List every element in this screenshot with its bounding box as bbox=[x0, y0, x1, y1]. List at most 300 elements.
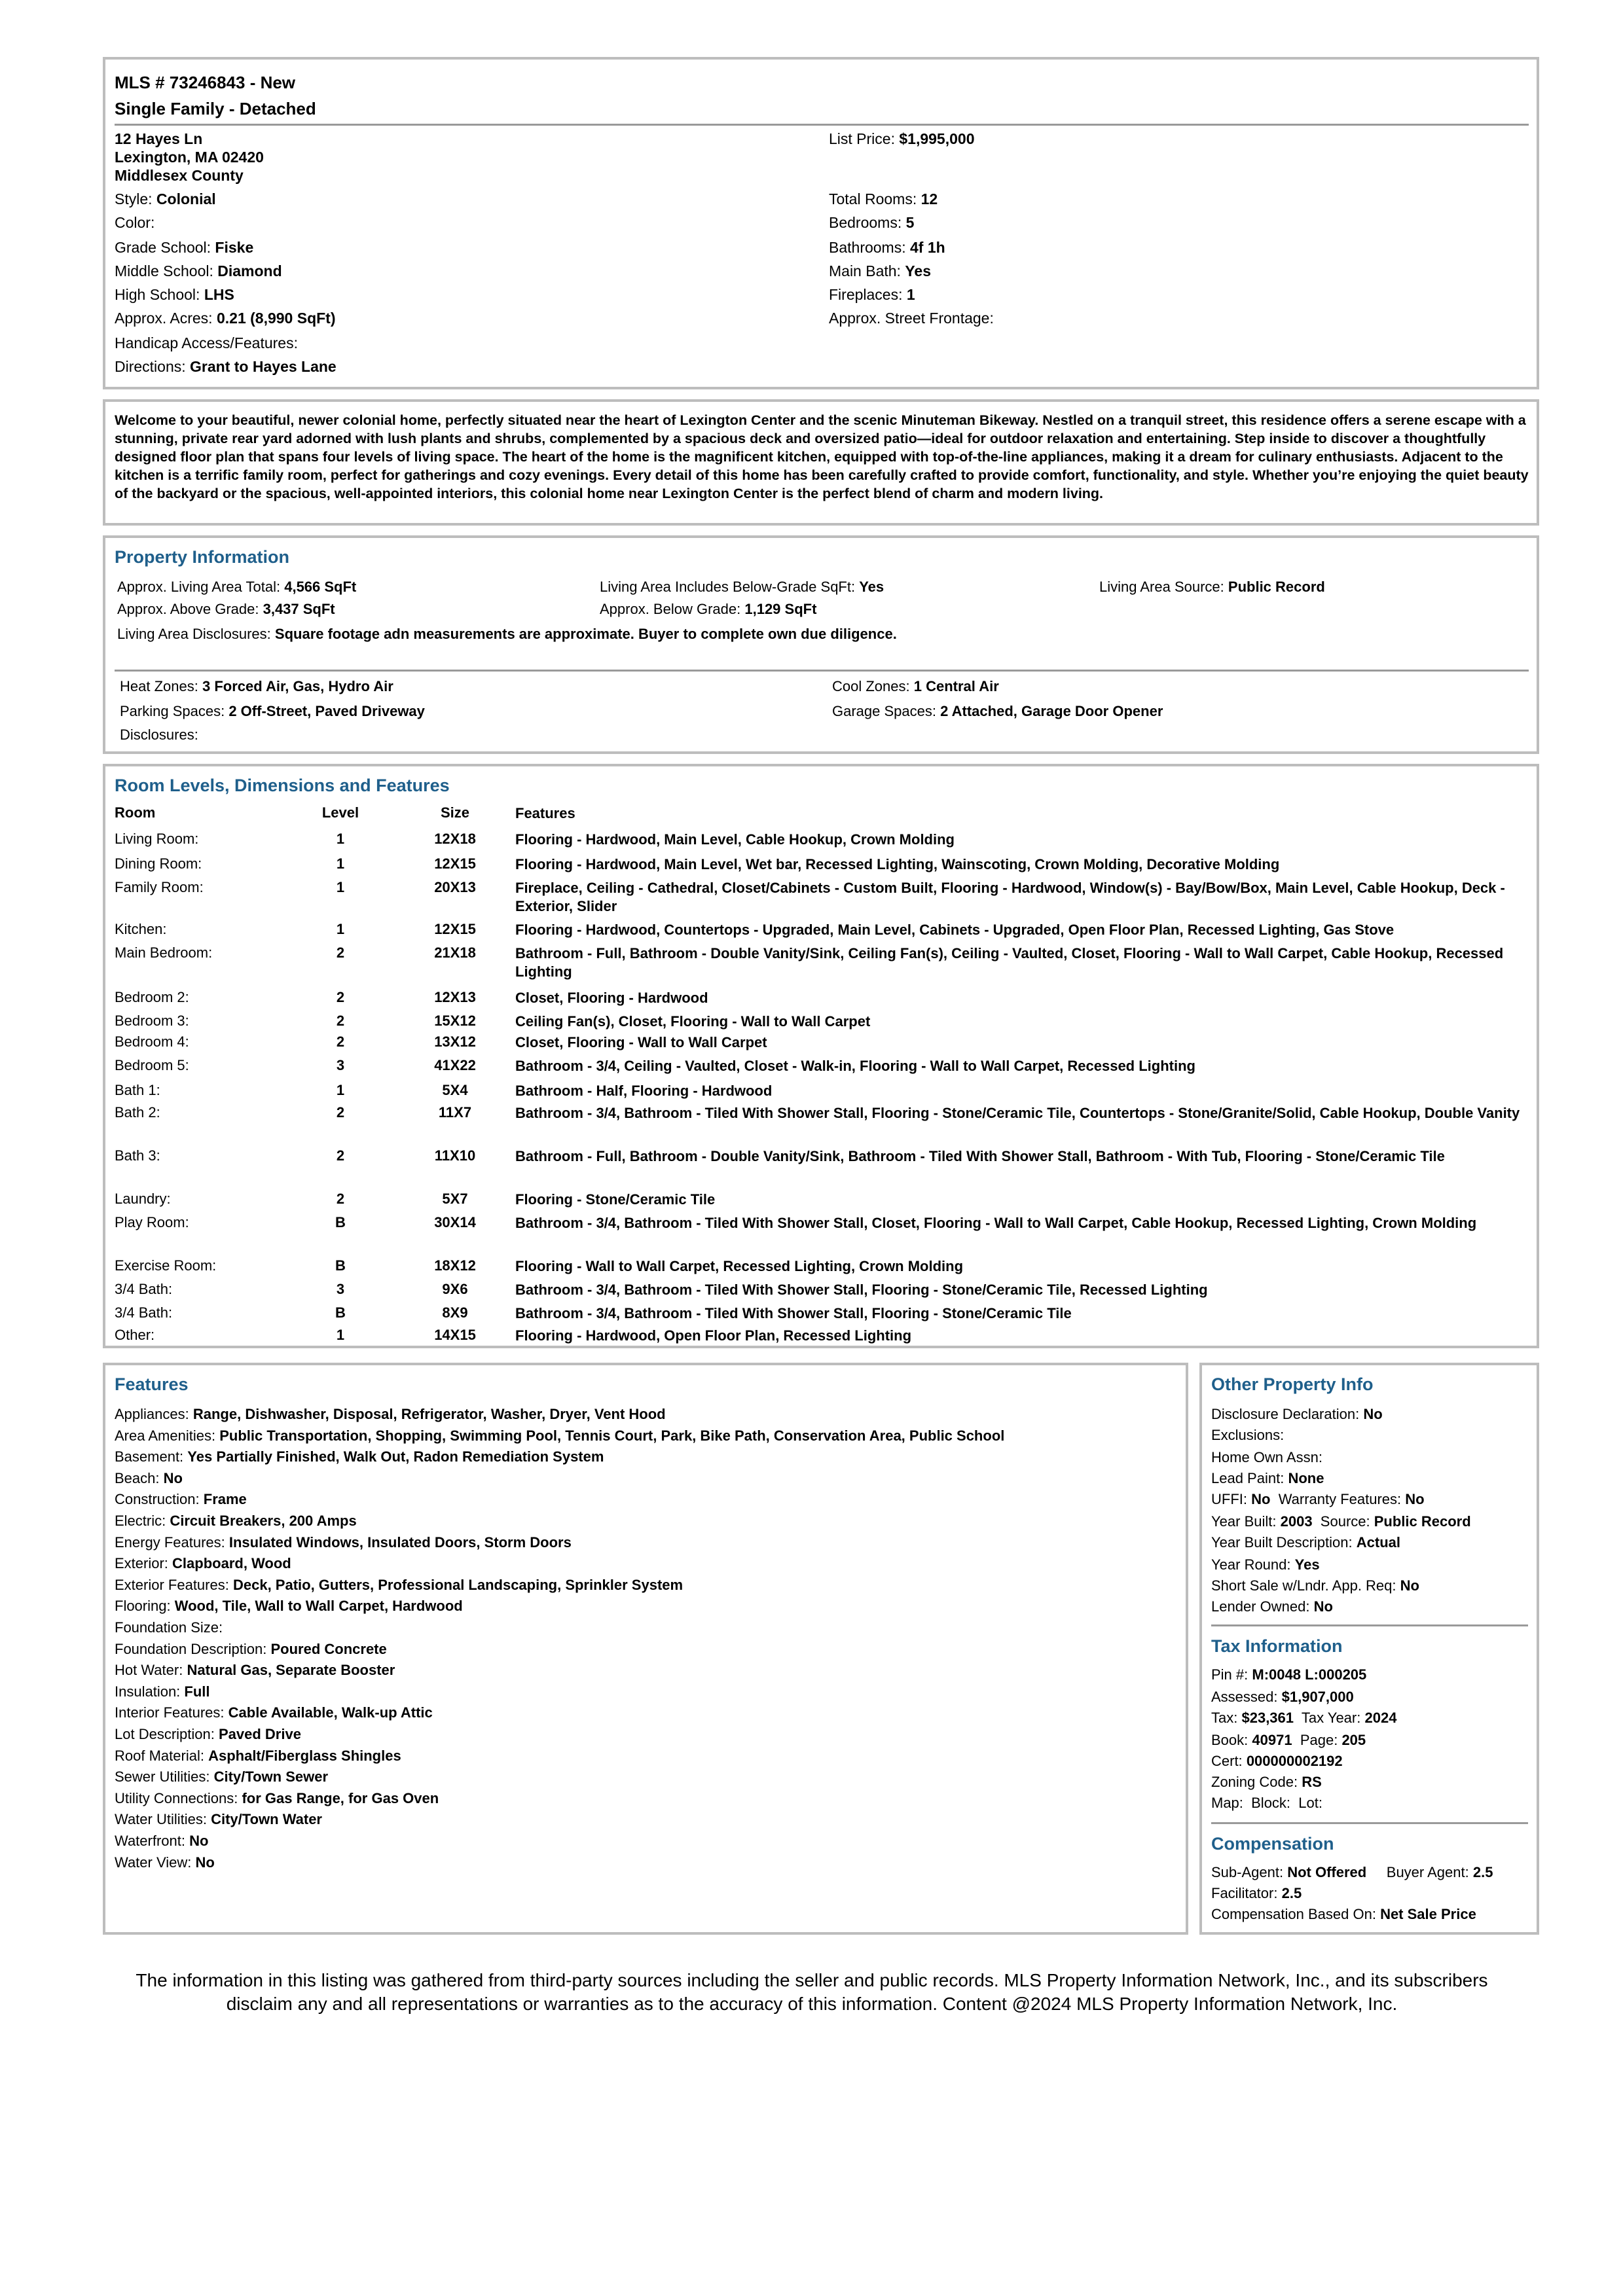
field-label: Facilitator: bbox=[1211, 1885, 1278, 1901]
field-label: Beach: bbox=[115, 1469, 160, 1486]
compensation-section-title: Compensation bbox=[1211, 1834, 1334, 1854]
field-value: Yes bbox=[1294, 1556, 1320, 1573]
field-value: Diamond bbox=[217, 262, 282, 279]
room-features: Flooring - Hardwood, Main Level, Cable Hookup, Crown Molding bbox=[515, 831, 955, 848]
room-name: 3/4 Bath: bbox=[115, 1304, 173, 1321]
header-field bbox=[115, 358, 337, 376]
field-label: Approx. Street Frontage: bbox=[829, 310, 994, 327]
section-title: Other Property Info bbox=[1211, 1374, 1374, 1394]
address-city: Lexington, MA 02420 bbox=[115, 149, 264, 166]
heat-zones bbox=[120, 678, 393, 695]
disclosure-declaration bbox=[1211, 1406, 1383, 1423]
field-label: Tax: bbox=[1211, 1710, 1238, 1726]
tax-section-title: Tax Information bbox=[1211, 1636, 1343, 1656]
field-label: Approx. Below Grade: bbox=[600, 601, 741, 617]
other-property-info-section bbox=[1199, 1363, 1539, 1935]
field-label: Directions: bbox=[115, 358, 186, 375]
feature-item bbox=[115, 1491, 247, 1508]
room-level: 2 bbox=[336, 1147, 345, 1164]
field-label: Disclosures: bbox=[120, 726, 198, 743]
uffi-warranty bbox=[1211, 1491, 1425, 1508]
field-label: Living Area Disclosures: bbox=[117, 626, 271, 642]
room-size: 11X7 bbox=[438, 1104, 472, 1121]
field-value: Asphalt/Fiberglass Shingles bbox=[208, 1747, 401, 1764]
field-value: Range, Dishwasher, Disposal, Refrigerator, Washer, Dryer, Vent Hood bbox=[192, 1406, 666, 1422]
field-value: RS bbox=[1302, 1774, 1322, 1790]
living-area-disclosures bbox=[117, 626, 897, 643]
field-value: No bbox=[1313, 1598, 1333, 1615]
column-header-level: Level bbox=[321, 804, 359, 821]
field-label: Exterior: bbox=[115, 1555, 168, 1572]
field-value: 1,129 SqFt bbox=[744, 601, 817, 617]
feature-item bbox=[115, 1577, 683, 1594]
room-level: 1 bbox=[336, 1327, 345, 1343]
field-label: Approx. Above Grade: bbox=[117, 601, 259, 617]
field-label: Compensation Based On: bbox=[1211, 1906, 1376, 1922]
feature-item bbox=[115, 1555, 291, 1572]
room-size: 5X7 bbox=[442, 1191, 468, 1207]
feature-item bbox=[115, 1811, 322, 1828]
feature-item bbox=[115, 1683, 210, 1700]
field-value: Public Transportation, Shopping, Swimming Pool, Tennis Court, Park, Bike Path, Conservation Area, Public School bbox=[219, 1427, 1005, 1444]
room-level: 1 bbox=[336, 855, 345, 872]
disclosures bbox=[120, 726, 198, 744]
field-value: $23,361 bbox=[1241, 1710, 1294, 1726]
field-value: 2024 bbox=[1364, 1710, 1397, 1726]
field-label: Waterfront: bbox=[115, 1833, 185, 1849]
below-grade-included bbox=[600, 579, 884, 596]
room-name: Play Room: bbox=[115, 1214, 189, 1230]
field-value: 4,566 SqFt bbox=[284, 579, 357, 595]
book-page bbox=[1211, 1732, 1366, 1749]
feature-item bbox=[115, 1641, 387, 1658]
field-value: Public Record bbox=[1374, 1513, 1471, 1530]
lead-paint bbox=[1211, 1470, 1324, 1487]
field-label: Assessed: bbox=[1211, 1689, 1278, 1705]
room-name: Bedroom 2: bbox=[115, 989, 189, 1005]
cool-zones bbox=[832, 678, 999, 695]
field-label: Hot Water: bbox=[115, 1662, 183, 1679]
room-features: Flooring - Hardwood, Main Level, Wet bar, Recessed Lighting, Wainscoting, Crown Molding, Decorative Molding bbox=[515, 856, 1280, 872]
address-street: 12 Hayes Ln bbox=[115, 130, 203, 147]
field-label: Bedrooms: bbox=[829, 214, 902, 231]
field-label: Cool Zones: bbox=[832, 678, 910, 694]
field-label: Cert: bbox=[1211, 1753, 1243, 1769]
room-features: Bathroom - 3/4, Bathroom - Tiled With Shower Stall, Flooring - Stone/Ceramic Tile bbox=[515, 1305, 1072, 1321]
room-level: B bbox=[335, 1304, 346, 1321]
short-sale bbox=[1211, 1577, 1419, 1594]
field-value: City/Town Water bbox=[211, 1811, 322, 1828]
header-divider bbox=[115, 124, 1529, 126]
room-size: 14X15 bbox=[434, 1327, 476, 1343]
field-value: Net Sale Price bbox=[1380, 1906, 1476, 1922]
field-label: Middle School: bbox=[115, 262, 213, 279]
field-value: No bbox=[163, 1469, 183, 1486]
field-value: Actual bbox=[1356, 1534, 1401, 1551]
header-field bbox=[115, 239, 253, 257]
column-header-features: Features bbox=[515, 805, 575, 821]
room-size: 12X15 bbox=[434, 921, 476, 937]
feature-item bbox=[115, 1406, 666, 1423]
field-label: Fireplaces: bbox=[829, 286, 903, 303]
field-value: No bbox=[1251, 1491, 1271, 1507]
field-value: $1,907,000 bbox=[1281, 1689, 1354, 1705]
field-value: 2.5 bbox=[1281, 1885, 1302, 1901]
room-name: Bedroom 3: bbox=[115, 1013, 189, 1029]
room-features: Bathroom - Half, Flooring - Hardwood bbox=[515, 1083, 773, 1099]
room-level: 1 bbox=[336, 879, 345, 895]
mls-number: MLS # 73246843 - New bbox=[115, 73, 296, 92]
field-label: Living Area Includes Below-Grade SqFt: bbox=[600, 579, 856, 595]
room-size: 18X12 bbox=[434, 1257, 476, 1274]
room-level: 1 bbox=[336, 1082, 345, 1098]
field-value: Poured Concrete bbox=[270, 1640, 387, 1657]
feature-item bbox=[115, 1619, 223, 1636]
field-value: Not Offered bbox=[1287, 1864, 1367, 1880]
room-name: 3/4 Bath: bbox=[115, 1281, 173, 1297]
field-label: Source: bbox=[1320, 1513, 1370, 1530]
room-features: Flooring - Hardwood, Countertops - Upgraded, Main Level, Cabinets - Upgraded, Open Floor Plan, Recessed Lighting, Gas Stove bbox=[515, 922, 1395, 938]
sub-agent bbox=[1211, 1864, 1493, 1881]
room-name: Family Room: bbox=[115, 879, 204, 895]
field-value: 2 Off-Street, Paved Driveway bbox=[228, 703, 425, 719]
field-label: Water View: bbox=[115, 1854, 192, 1871]
field-value: M:0048 L:000205 bbox=[1252, 1666, 1367, 1683]
field-label: Home Own Assn: bbox=[1211, 1449, 1322, 1465]
public-remarks: Welcome to your beautiful, newer colonial home, perfectly situated near the heart of Lexington Center and the scenic Minuteman Bikeway. Nestled on a tranquil street, this residence offers a serene escape with a stunning, private rear yard adorned with lush plants and shrubs, complemented by a spacious deck and oversized patio—ideal for outdoor relaxation and entertaining. Step inside to discover a thoughtfully designed floor plan that spans four levels of living space. The heart of the home is the magnificent kitchen, equipped with top-of-the-line appliances, making it a dream for culinary enthusiasts. Adjacent to the kitchen is a terrific family room, perfect for gatherings and cozy evenings. Every detail of this home has been carefully crafted to provide comfort, functionality, and style. Whether you’re enjoying the quiet beauty of the backyard or the spacious, well-appointed interiors, this colonial home near Lexington Center is the perfect blend of charm and modern living. bbox=[115, 412, 1529, 501]
assessed-value bbox=[1211, 1689, 1354, 1706]
feature-item bbox=[115, 1427, 1004, 1444]
header-field bbox=[115, 262, 282, 280]
room-features: Bathroom - Full, Bathroom - Double Vanity/Sink, Bathroom - Tiled With Shower Stall, Bathroom - With Tub, Flooring - Stone/Ceramic Tile bbox=[515, 1148, 1445, 1164]
field-value: Fiske bbox=[215, 239, 254, 256]
room-features: Fireplace, Ceiling - Cathedral, Closet/Cabinets - Custom Built, Flooring - Hardwood, Window(s) - Bay/Bow/Box, Main Level, Cable Hookup, Deck - Exterior, Slider bbox=[515, 880, 1505, 914]
field-value: Deck, Patio, Gutters, Professional Landscaping, Sprinkler System bbox=[232, 1576, 684, 1593]
garage-spaces bbox=[832, 703, 1163, 720]
field-label: Electric: bbox=[115, 1513, 166, 1529]
field-label: Tax Year: bbox=[1301, 1710, 1361, 1726]
field-value: Square footage adn measurements are approximate. Buyer to complete own due diligence. bbox=[274, 626, 897, 642]
room-size: 13X12 bbox=[434, 1033, 476, 1050]
field-label: Insulation: bbox=[115, 1683, 181, 1700]
field-value: LHS bbox=[204, 286, 234, 303]
field-label: Roof Material: bbox=[115, 1747, 204, 1764]
field-label: Foundation Description: bbox=[115, 1640, 267, 1657]
column-header-size: Size bbox=[440, 804, 470, 821]
header-field bbox=[829, 310, 994, 327]
property-type: Single Family - Detached bbox=[115, 99, 316, 118]
room-size: 20X13 bbox=[434, 879, 476, 895]
room-name: Main Bedroom: bbox=[115, 944, 213, 961]
room-features: Flooring - Stone/Ceramic Tile bbox=[515, 1191, 716, 1208]
room-features: Bathroom - 3/4, Bathroom - Tiled With Shower Stall, Closet, Flooring - Wall to Wall Carpet, Cable Hookup, Recessed Lighting, Crown Molding bbox=[515, 1215, 1477, 1231]
field-label: Construction: bbox=[115, 1491, 200, 1508]
field-value: Circuit Breakers, 200 Amps bbox=[170, 1513, 357, 1529]
field-label: Style: bbox=[115, 190, 153, 207]
room-size: 21X18 bbox=[434, 944, 476, 961]
field-value: Colonial bbox=[156, 190, 216, 207]
field-value: 1 bbox=[906, 286, 915, 303]
room-name: Bedroom 5: bbox=[115, 1057, 189, 1073]
section-title: Property Information bbox=[115, 547, 290, 567]
disclaimer-footer: The information in this listing was gathered from third-party sources including the seller and public records. MLS Property Information Network, Inc., and its subscribers disclaim any and all representations or warranties as to the accuracy of this information. Content @2024 MLS Property Information Network, Inc. bbox=[136, 1970, 1488, 2014]
field-label: Basement: bbox=[115, 1448, 184, 1465]
room-features: Bathroom - 3/4, Ceiling - Vaulted, Closet - Walk-in, Flooring - Wall to Wall Carpet, Recessed Lighting bbox=[515, 1058, 1195, 1074]
year-built-description bbox=[1211, 1534, 1400, 1551]
field-label: Area Amenities: bbox=[115, 1427, 216, 1444]
field-value: 2.5 bbox=[1472, 1864, 1493, 1880]
exclusions bbox=[1211, 1427, 1284, 1444]
year-round bbox=[1211, 1556, 1320, 1573]
room-size: 30X14 bbox=[434, 1214, 476, 1230]
feature-item bbox=[115, 1833, 208, 1850]
address-county: Middlesex County bbox=[115, 167, 244, 184]
room-level: B bbox=[335, 1257, 346, 1274]
room-name: Dining Room: bbox=[115, 855, 202, 872]
field-value: 4f 1h bbox=[910, 239, 945, 256]
field-value: Yes bbox=[905, 262, 931, 279]
feature-item bbox=[115, 1768, 328, 1785]
room-level: 3 bbox=[336, 1281, 345, 1297]
field-value: Insulated Windows, Insulated Doors, Storm Doors bbox=[228, 1534, 572, 1551]
property-information-section bbox=[103, 535, 1539, 754]
listing-header-section bbox=[103, 57, 1539, 389]
header-field bbox=[115, 214, 155, 232]
zoning-code bbox=[1211, 1774, 1322, 1791]
room-features: Flooring - Hardwood, Open Floor Plan, Recessed Lighting bbox=[515, 1327, 912, 1344]
feature-item bbox=[115, 1726, 301, 1743]
feature-item bbox=[115, 1854, 215, 1871]
room-level: 2 bbox=[336, 1033, 345, 1050]
room-features: Ceiling Fan(s), Closet, Flooring - Wall to Wall Carpet bbox=[515, 1013, 871, 1030]
header-field bbox=[829, 239, 945, 257]
field-value: 2 Attached, Garage Door Opener bbox=[940, 703, 1163, 719]
field-value: No bbox=[189, 1833, 209, 1849]
field-label: Foundation Size: bbox=[115, 1619, 223, 1636]
field-value: Wood, Tile, Wall to Wall Carpet, Hardwood bbox=[174, 1598, 463, 1615]
field-value: 2003 bbox=[1280, 1513, 1313, 1530]
field-label: Approx. Acres: bbox=[115, 310, 213, 327]
header-field bbox=[829, 214, 914, 232]
room-name: Bedroom 4: bbox=[115, 1033, 189, 1050]
below-grade bbox=[600, 601, 816, 618]
room-features: Closet, Flooring - Hardwood bbox=[515, 990, 708, 1006]
section-title: Room Levels, Dimensions and Features bbox=[115, 776, 450, 795]
field-value: No bbox=[1405, 1491, 1425, 1507]
field-label: Year Round: bbox=[1211, 1556, 1291, 1573]
cert-number bbox=[1211, 1753, 1343, 1770]
other-divider bbox=[1211, 1624, 1528, 1626]
list-price-label: List Price: bbox=[829, 130, 895, 147]
field-label: UFFI: bbox=[1211, 1491, 1247, 1507]
field-label: Short Sale w/Lndr. App. Req: bbox=[1211, 1577, 1396, 1594]
room-level: 1 bbox=[336, 831, 345, 847]
room-level: 1 bbox=[336, 921, 345, 937]
field-label: Warranty Features: bbox=[1278, 1491, 1402, 1507]
field-value: 205 bbox=[1341, 1732, 1366, 1748]
field-label: Sewer Utilities: bbox=[115, 1768, 210, 1785]
field-label: Grade School: bbox=[115, 239, 211, 256]
header-field bbox=[829, 286, 915, 304]
room-level: 2 bbox=[336, 944, 345, 961]
field-value: Full bbox=[184, 1683, 210, 1700]
field-value: Cable Available, Walk-up Attic bbox=[228, 1704, 433, 1721]
home-own-assn bbox=[1211, 1449, 1322, 1466]
field-label: Approx. Living Area Total: bbox=[117, 579, 281, 595]
header-field bbox=[115, 190, 216, 208]
room-name: Other: bbox=[115, 1327, 155, 1343]
room-level: B bbox=[335, 1214, 346, 1230]
feature-item bbox=[115, 1598, 463, 1615]
field-label: Water Utilities: bbox=[115, 1811, 207, 1828]
field-label: Exclusions: bbox=[1211, 1427, 1285, 1443]
features-section bbox=[103, 1363, 1188, 1935]
field-label: Heat Zones: bbox=[120, 678, 198, 694]
field-value: None bbox=[1288, 1470, 1324, 1486]
room-features: Flooring - Wall to Wall Carpet, Recessed Lighting, Crown Molding bbox=[515, 1258, 964, 1274]
feature-item bbox=[115, 1790, 439, 1807]
header-field bbox=[115, 310, 336, 327]
field-label: Energy Features: bbox=[115, 1534, 225, 1551]
header-field bbox=[829, 262, 931, 280]
parking-spaces bbox=[120, 703, 425, 720]
feature-item bbox=[115, 1448, 604, 1465]
field-label: Year Built Description: bbox=[1211, 1534, 1353, 1551]
field-label: Utility Connections: bbox=[115, 1789, 238, 1806]
property-divider bbox=[115, 670, 1529, 672]
room-size: 12X13 bbox=[434, 989, 476, 1005]
room-name: Bath 3: bbox=[115, 1147, 160, 1164]
room-name: Laundry: bbox=[115, 1191, 171, 1207]
field-value: Public Record bbox=[1228, 579, 1325, 595]
field-label: Book: bbox=[1211, 1732, 1249, 1748]
field-value: Yes Partially Finished, Walk Out, Radon Remediation System bbox=[187, 1448, 604, 1465]
living-area-total bbox=[117, 579, 356, 596]
field-label: Pin #: bbox=[1211, 1666, 1249, 1683]
field-value: Clapboard, Wood bbox=[172, 1555, 291, 1572]
feature-item bbox=[115, 1748, 401, 1765]
room-size: 9X6 bbox=[442, 1281, 468, 1297]
room-size: 11X10 bbox=[434, 1147, 476, 1164]
header-field bbox=[115, 334, 298, 352]
field-label: Page: bbox=[1300, 1732, 1338, 1748]
field-label: Disclosure Declaration: bbox=[1211, 1406, 1360, 1422]
field-value: for Gas Range, for Gas Oven bbox=[242, 1789, 439, 1806]
compensation-based-on bbox=[1211, 1906, 1476, 1923]
remarks-section bbox=[103, 399, 1539, 526]
field-label: Sub-Agent: bbox=[1211, 1864, 1284, 1880]
room-size: 41X22 bbox=[434, 1057, 476, 1073]
living-area-source bbox=[1099, 579, 1325, 596]
room-level: 2 bbox=[336, 989, 345, 1005]
tax-divider bbox=[1211, 1822, 1528, 1824]
room-features: Bathroom - 3/4, Bathroom - Tiled With Shower Stall, Flooring - Stone/Ceramic Tile, Countertops - Stone/Granite/Solid, Cable Hookup, Double Vanity bbox=[515, 1105, 1520, 1121]
field-value: 0.21 (8,990 SqFt) bbox=[216, 310, 336, 327]
field-value: 1 Central Air bbox=[913, 678, 999, 694]
map-block-lot: Map: Block: Lot: bbox=[1211, 1795, 1322, 1811]
field-label: Buyer Agent: bbox=[1386, 1864, 1469, 1880]
header-field bbox=[829, 190, 938, 208]
field-label: High School: bbox=[115, 286, 200, 303]
field-value: No bbox=[195, 1854, 215, 1871]
feature-item bbox=[115, 1704, 433, 1721]
field-label: Flooring: bbox=[115, 1598, 171, 1615]
field-label: Lender Owned: bbox=[1211, 1598, 1310, 1615]
field-label: Bathrooms: bbox=[829, 239, 906, 256]
field-label: Interior Features: bbox=[115, 1704, 225, 1721]
room-name: Living Room: bbox=[115, 831, 199, 847]
room-name: Bath 1: bbox=[115, 1082, 160, 1098]
room-name: Bath 2: bbox=[115, 1104, 160, 1121]
field-value: 3,437 SqFt bbox=[263, 601, 335, 617]
field-value: No bbox=[1363, 1406, 1383, 1422]
year-built bbox=[1211, 1513, 1471, 1530]
section-title: Features bbox=[115, 1374, 189, 1394]
field-value: No bbox=[1400, 1577, 1419, 1594]
field-label: Appliances: bbox=[115, 1406, 189, 1422]
header-field bbox=[115, 286, 234, 304]
field-value: Grant to Hayes Lane bbox=[190, 358, 337, 375]
field-label: Lot Description: bbox=[115, 1726, 215, 1742]
field-value: City/Town Sewer bbox=[213, 1768, 329, 1785]
field-value: 000000002192 bbox=[1246, 1753, 1343, 1769]
field-label: Zoning Code: bbox=[1211, 1774, 1298, 1790]
column-header-room: Room bbox=[115, 804, 156, 821]
room-size: 15X12 bbox=[434, 1013, 476, 1029]
field-value: 3 Forced Air, Gas, Hydro Air bbox=[202, 678, 393, 694]
feature-item bbox=[115, 1470, 183, 1487]
room-features: Bathroom - Full, Bathroom - Double Vanity/Sink, Ceiling Fan(s), Ceiling - Vaulted, Closet, Flooring - Wall to Wall Carpet, Cable Hookup, Recessed Lighting bbox=[515, 945, 1504, 980]
field-value: 40971 bbox=[1252, 1732, 1292, 1748]
feature-item bbox=[115, 1662, 395, 1679]
room-size: 12X15 bbox=[434, 855, 476, 872]
field-label: Exterior Features: bbox=[115, 1576, 229, 1593]
field-label: Garage Spaces: bbox=[832, 703, 936, 719]
field-value: Frame bbox=[203, 1491, 247, 1508]
field-value: Natural Gas, Separate Booster bbox=[187, 1662, 395, 1679]
field-value: 5 bbox=[905, 214, 915, 231]
room-size: 5X4 bbox=[442, 1082, 468, 1098]
field-label: Lead Paint: bbox=[1211, 1470, 1285, 1486]
facilitator bbox=[1211, 1885, 1302, 1902]
field-label: Total Rooms: bbox=[829, 190, 917, 207]
field-value: 12 bbox=[921, 190, 938, 207]
feature-item bbox=[115, 1534, 572, 1551]
field-label: Handicap Access/Features: bbox=[115, 334, 298, 351]
field-label: Color: bbox=[115, 214, 155, 231]
room-level: 3 bbox=[336, 1057, 345, 1073]
room-name: Kitchen: bbox=[115, 921, 167, 937]
pin-number bbox=[1211, 1666, 1366, 1683]
field-value: Paved Drive bbox=[218, 1726, 301, 1742]
field-value: Yes bbox=[859, 579, 884, 595]
list-price-value: $1,995,000 bbox=[899, 130, 975, 147]
room-name: Exercise Room: bbox=[115, 1257, 217, 1274]
field-label: Year Built: bbox=[1211, 1513, 1277, 1530]
room-level: 2 bbox=[336, 1013, 345, 1029]
feature-item bbox=[115, 1513, 357, 1530]
field-label: Parking Spaces: bbox=[120, 703, 225, 719]
room-size: 8X9 bbox=[442, 1304, 468, 1321]
room-features: Bathroom - 3/4, Bathroom - Tiled With Shower Stall, Flooring - Stone/Ceramic Tile, Recessed Lighting bbox=[515, 1282, 1208, 1298]
room-features: Closet, Flooring - Wall to Wall Carpet bbox=[515, 1034, 767, 1050]
room-level: 2 bbox=[336, 1191, 345, 1207]
lender-owned bbox=[1211, 1598, 1333, 1615]
field-label: Living Area Source: bbox=[1099, 579, 1224, 595]
field-label: Main Bath: bbox=[829, 262, 901, 279]
above-grade bbox=[117, 601, 335, 618]
room-levels-section bbox=[103, 764, 1539, 1348]
